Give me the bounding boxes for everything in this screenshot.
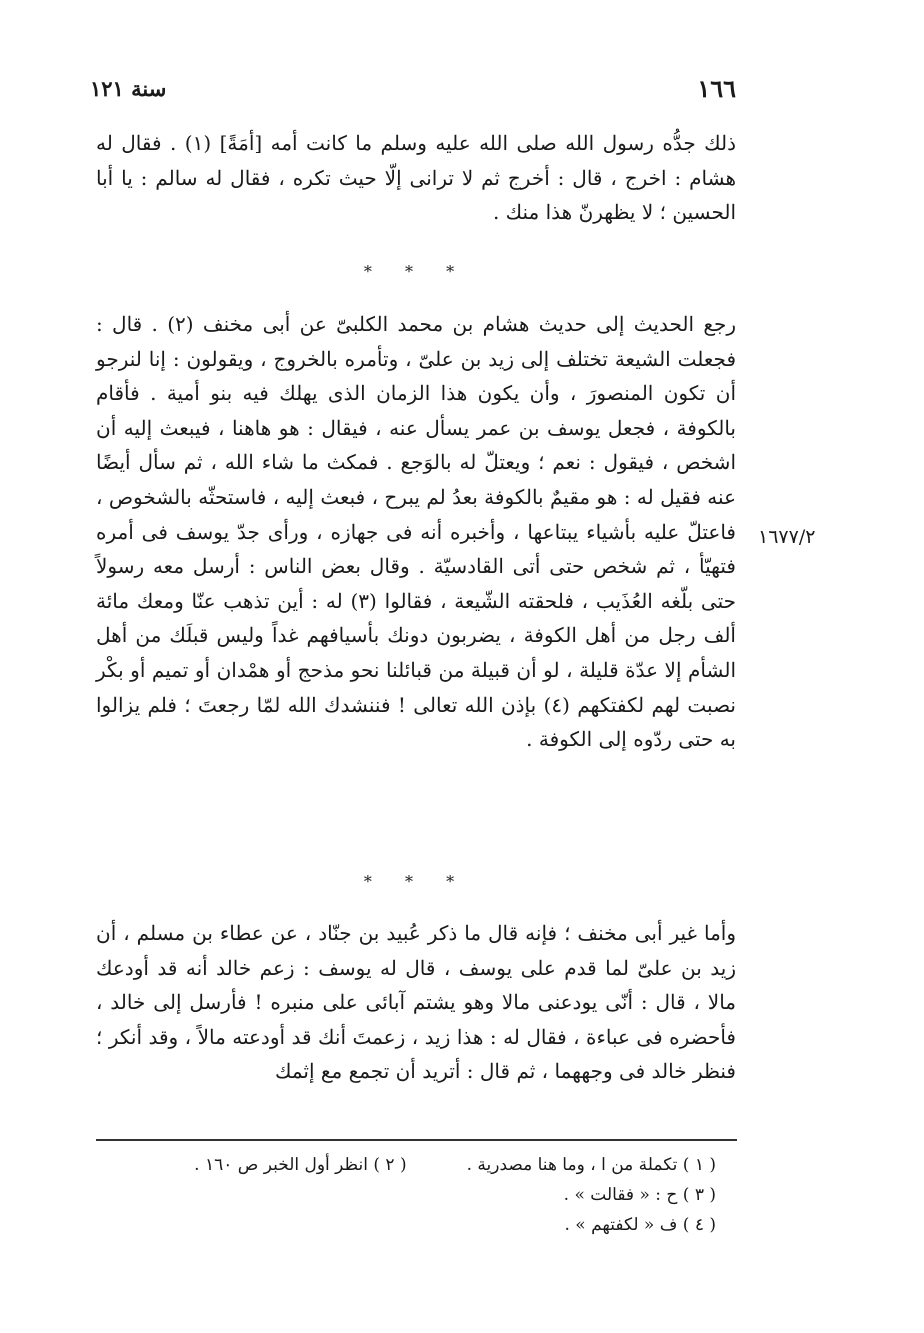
section-separator: * * * bbox=[363, 872, 469, 891]
running-header bbox=[90, 74, 736, 106]
paragraph-3 bbox=[96, 916, 736, 1089]
paragraph-2 bbox=[96, 307, 736, 757]
section-separator: * * * bbox=[363, 262, 469, 281]
footnote-2: ( ٢ ) انظر أول الخبر ص ١٦٠ . bbox=[194, 1155, 407, 1175]
margin-reference: ١٦٧٧/٢ bbox=[758, 526, 816, 548]
footnotes bbox=[96, 1150, 716, 1240]
footnote-1: ( ١ ) تكملة من ا ، وما هنا مصدرية . bbox=[466, 1155, 716, 1175]
page-number: ١٦٦ bbox=[697, 74, 736, 103]
year-label: سنة ١٢١ bbox=[90, 76, 167, 101]
footnote-4: ( ٤ ) ف « لكفتهم » . bbox=[564, 1215, 716, 1235]
paragraph-text: وأما غير أبى مخنف ؛ فإنه قال ما ذكر عُبيد بن جنّاد ، عن عطاء بن مسلم ، أن زيد بن علىّ لما قدم على يوسف ، قال له يوسف : زعم خالد أنه قد أودعك مالا ، قال : أنّى يودعنى مالا وهو يشتم آبائى على منبره ! فأرسل إلى خالد ، فأحضره فى عباءة ، فقال له : هذا زيد ، زعمتَ أنك قد أودعته مالاً ، وقد أنكر ؛ فنظر خالد فى وجههما ، ثم قال : أتريد أن تجمع مع إثمك bbox=[96, 921, 736, 1084]
footnote-3: ( ٣ ) ح : « فقالت » . bbox=[563, 1185, 716, 1205]
footnote-divider bbox=[96, 1139, 737, 1141]
paragraph-1 bbox=[96, 126, 736, 230]
footnote-row bbox=[96, 1150, 716, 1180]
paragraph-text: ذلك جدُّه رسول الله صلى الله عليه وسلم ما كانت أمه [أمَةً] (١) . فقال له هشام : اخرج ، قال : أخرج ثم لا ترانى إلّا حيث تكره ، فقال له سالم : يا أبا الحسين ؛ لا يظهرنّ هذا منك . bbox=[96, 131, 736, 225]
footnote-row bbox=[96, 1210, 716, 1240]
footnote-row bbox=[96, 1180, 716, 1210]
paragraph-text: رجع الحديث إلى حديث هشام بن محمد الكلبىّ عن أبى مخنف (٢) . قال : فجعلت الشيعة تختلف إلى زيد بن علىّ ، وتأمره بالخروج ، ويقولون : إنا لنرجو أن تكون المنصورَ ، وأن يكون هذا الزمان الذى يهلك فيه بنو أمية . فأقام بالكوفة ، فجعل يوسف بن عمر يسأل عنه ، فيقال : هو هاهنا ، فيبعث إليه أن اشخص ، فيقول : نعم ؛ ويعتلّ له بالوَجع . فمكث ما شاء الله ، ثم سأل أيضًا عنه فقيل له : هو مقيمٌ بالكوفة بعدُ لم يبرح ، فبعث إليه ، فاستحثّه بالشخوص ، فاعتلّ عليه بأشياء يبتاعها ، وأخبره أنه فى جهازه ، ورأى جدّ يوسف فى أمره فتهيّأ ، ثم شخص حتى أتى القادسيّة . وقال بعض الناس : أرسل معه رسولاً حتى بلّغه العُذَيب ، فلحقته الشّيعة ، فقالوا (٣) له : أين تذهب عنّا ومعك مائة ألف رجل من أهل الكوفة ، يضربون دونك بأسيافهم غداً وليس قبلَك من أهل الشأم إلا عدّة قليلة ، لو أن قبيلة من قبائلنا نحو مذحج أو همْدان أو تميم أو بكْر نصبت لهم لكفتكهم (٤) بإذن الله تعالى ! فننشدك الله لمّا رجعتَ ؛ فلم يزالوا به حتى ردّوه إلى الكوفة . bbox=[96, 312, 737, 752]
